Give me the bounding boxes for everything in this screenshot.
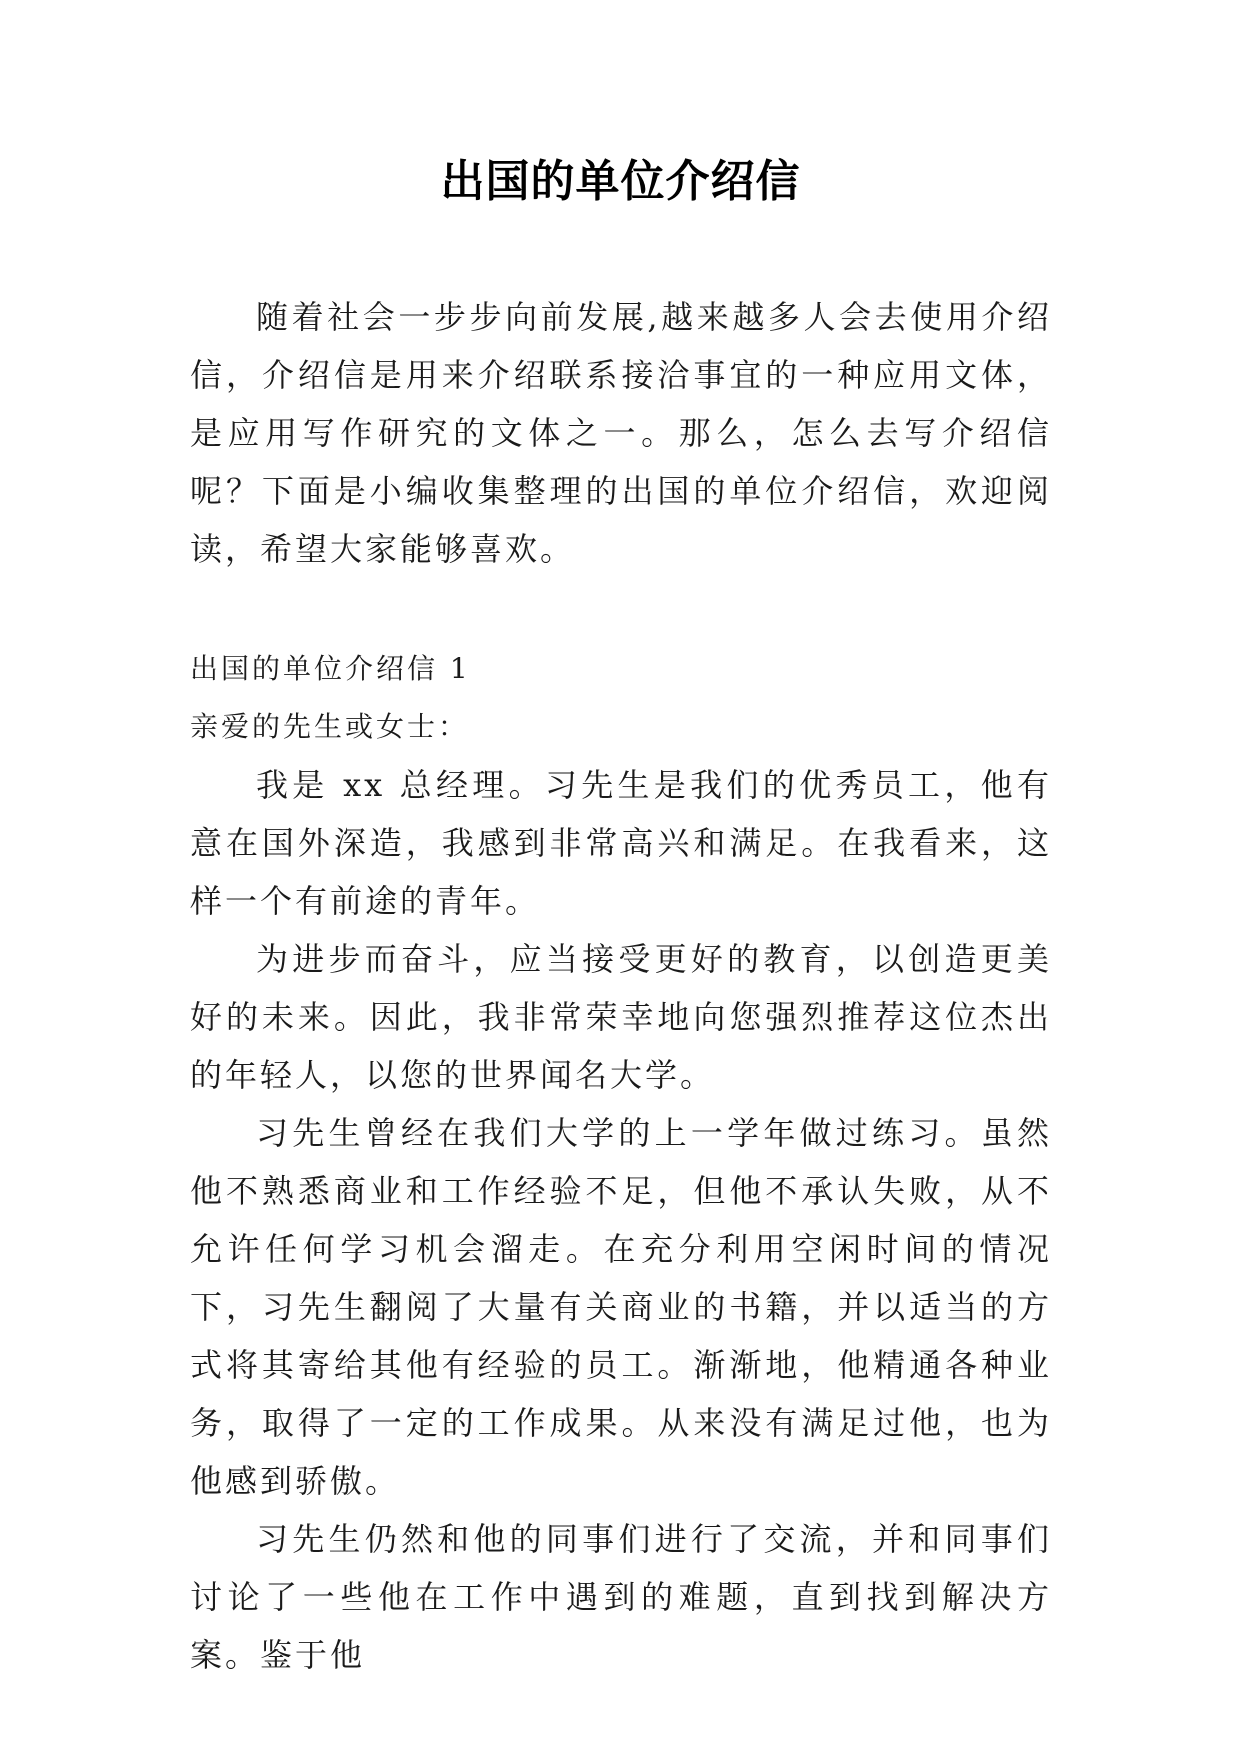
letter-paragraph: 习先生曾经在我们大学的上一学年做过练习。虽然他不熟悉商业和工作经验不足，但他不承认失败，从不允许任何学习机会溜走。在充分利用空闲时间的情况下，习先生翻阅了大量有关商业的书籍，并以适当的方式将其寄给其他有经验的员工。渐渐地，他精通各种业务，取得了一定的工作成果。从来没有满足过他，也为他感到骄傲。: [190, 1114, 1052, 1500]
section-heading: 出国的单位介绍信 1: [190, 652, 471, 685]
letter-paragraph: 为进步而奋斗，应当接受更好的教育，以创造更美好的未来。因此，我非常荣幸地向您强烈推荐这位杰出的年轻人，以您的世界闻名大学。: [190, 940, 1052, 1094]
letter-body: [190, 640, 1052, 1684]
document-title: 出国的单位介绍信: [440, 156, 801, 207]
intro-paragraph: 随着社会一步步向前发展,越来越多人会去使用介绍信，介绍信是用来介绍联系接洽事宜的一种应用文体，是应用写作研究的文体之一。那么，怎么去写介绍信呢？下面是小编收集整理的出国的单位介绍信，欢迎阅读，希望大家能够喜欢。: [190, 298, 1052, 568]
letter-paragraph: 我是 xx 总经理。习先生是我们的优秀员工，他有意在国外深造，我感到非常高兴和满足。在我看来，这样一个有前途的青年。: [190, 766, 1052, 920]
salutation: 亲爱的先生或女士：: [190, 710, 470, 743]
letter-paragraph: 习先生仍然和他的同事们进行了交流，并和同事们讨论了一些他在工作中遇到的难题，直到找到解决方案。鉴于他: [190, 1520, 1052, 1674]
